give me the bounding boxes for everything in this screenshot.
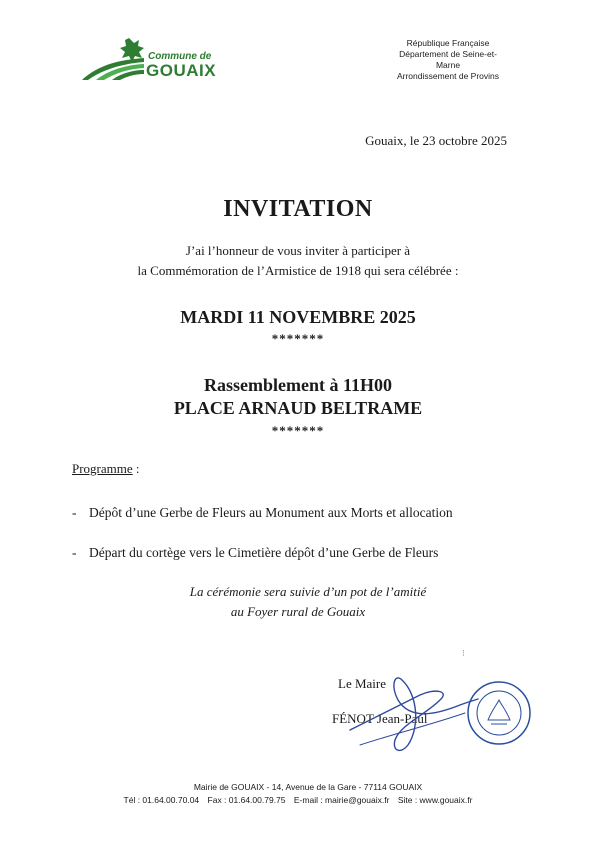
program-heading <box>72 461 140 477</box>
administrative-header <box>372 38 524 82</box>
bullet-dash: - <box>72 505 77 520</box>
mayor-title: Le Maire <box>338 676 387 691</box>
footer-site[interactable]: Site : www.gouaix.fr <box>397 795 473 805</box>
admin-line: République Française <box>406 38 490 48</box>
separator-stars: ******* <box>271 331 325 346</box>
footer-phone: Tél : 01.64.00.70.04 <box>123 795 200 805</box>
vineyard-rows-icon <box>82 58 144 80</box>
separator-stars: ******* <box>271 423 325 438</box>
footer-address: Mairie de GOUAIX - 14, Avenue de la Gare - 77114 GOUAIX <box>193 782 423 792</box>
intro-line-2: la Commémoration de l’Armistice de 1918 qui sera célébrée : <box>137 263 459 278</box>
closing-line-2: au Foyer rural de Gouaix <box>230 604 366 619</box>
admin-line: Département de Seine-et- <box>399 49 497 59</box>
program-item <box>72 545 438 561</box>
event-date: MARDI 11 NOVEMBRE 2025 <box>180 307 416 327</box>
footer-contacts <box>0 795 596 805</box>
logo-big-text: GOUAIX <box>146 61 217 80</box>
gathering-time: Rassemblement à 11H00 <box>204 375 392 395</box>
program-item-text: Dépôt d’une Gerbe de Fleurs au Monument aux Morts et allocation <box>89 505 453 520</box>
gathering-place: PLACE ARNAUD BELTRAME <box>173 398 423 418</box>
invitation-title: INVITATION <box>223 196 373 222</box>
closing-line-1: La cérémonie sera suivie d’un pot de l’amitié <box>189 584 427 599</box>
mayor-name: FÉNOT Jean-Paul <box>332 711 428 726</box>
intro-line-1: J’ai l’honneur de vous inviter à participer à <box>185 243 411 258</box>
footer-fax: Fax : 01.64.00.79.75 <box>207 795 286 805</box>
logo-small-text: Commune de <box>148 51 212 62</box>
handwritten-signature <box>340 655 480 765</box>
admin-line: Marne <box>435 60 461 70</box>
date-line: Gouaix, le 23 octobre 2025 <box>365 133 507 148</box>
bullet-dash: - <box>72 545 77 560</box>
program-label: Programme <box>72 461 133 476</box>
program-label-suffix: : <box>132 461 140 476</box>
program-item <box>72 505 453 521</box>
official-stamp <box>466 680 532 746</box>
scan-mark: ⁝ <box>462 648 465 658</box>
admin-line: Arrondissement de Provins <box>396 71 500 81</box>
program-item-text: Départ du cortège vers le Cimetière dépôt d’une Gerbe de Fleurs <box>89 545 439 560</box>
footer-email[interactable]: E-mail : mairie@gouaix.fr <box>293 795 390 805</box>
